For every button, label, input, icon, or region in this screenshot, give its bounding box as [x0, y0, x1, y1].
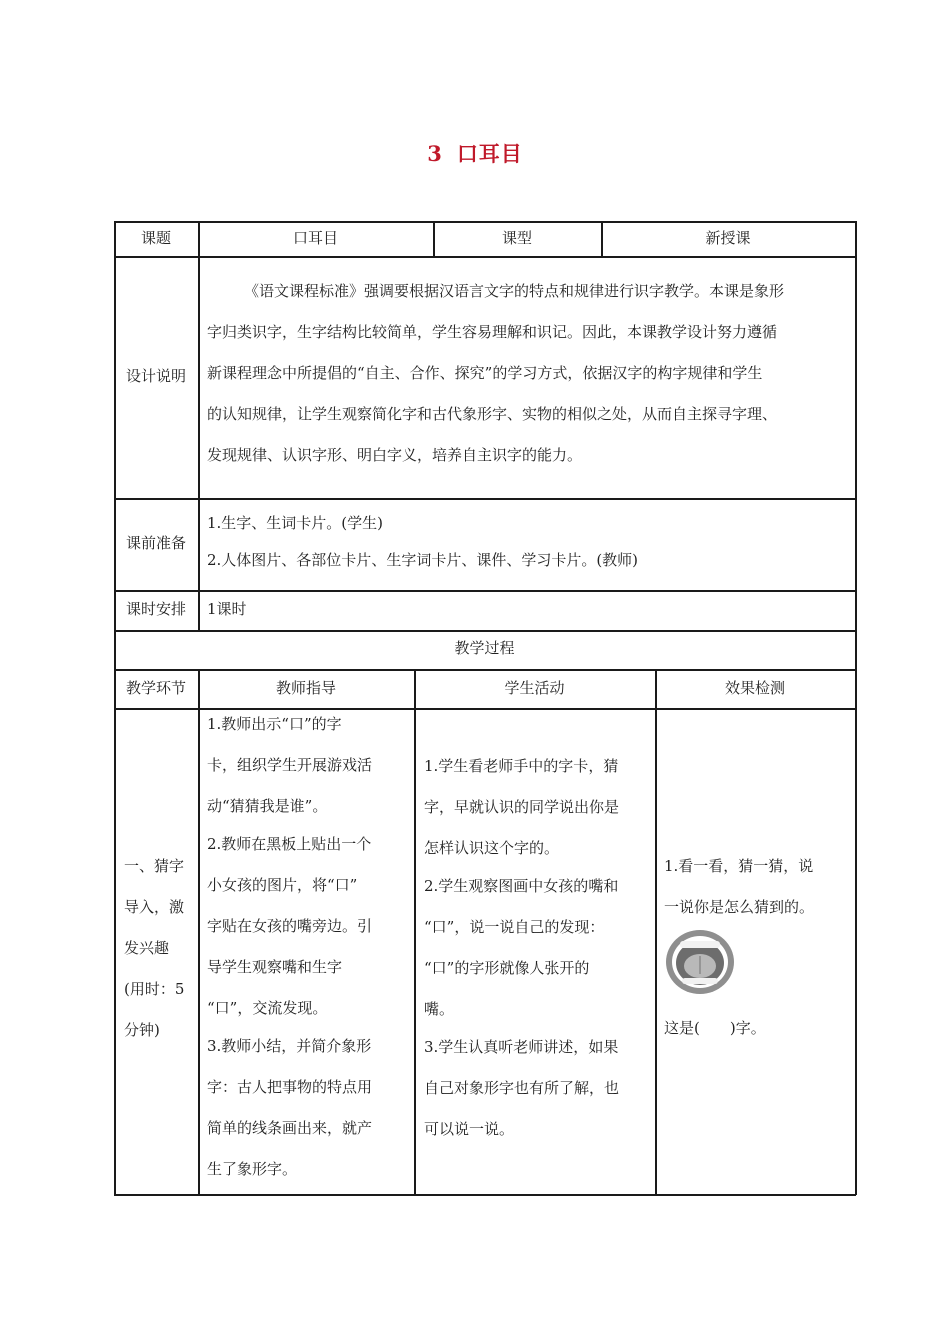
prep-line: 1.生字、生词卡片。(学生) [207, 514, 384, 532]
design-line: 发现规律、认识字形、明白字义，培养自主识字的能力。 [207, 446, 583, 464]
col-header-teacher: 教师指导 [275, 679, 336, 697]
design-line: 新课程理念中所提倡的“自主、合作、探究”的学习方式，依据汉字的构字规律和学生 [207, 364, 763, 382]
teacher-line: 生了象形字。 [207, 1160, 298, 1178]
student-line: “口”的字形就像人张开的 [424, 959, 590, 977]
design-label: 设计说明 [125, 367, 186, 385]
student-line: “口”，说一说自己的发现： [424, 918, 605, 936]
teacher-line: 3.教师小结，并简介象形 [207, 1037, 372, 1055]
stage-line: 导入，激 [124, 898, 185, 916]
prep-label: 课前准备 [125, 534, 186, 552]
teacher-line: 2.教师在黑板上贴出一个 [207, 835, 372, 853]
schedule-value: 1课时 [207, 600, 247, 618]
student-line: 1.学生看老师手中的字卡，猜 [424, 757, 619, 775]
student-line: 3.学生认真听老师讲述，如果 [424, 1038, 619, 1056]
teacher-line: 小女孩的图片，将“口” [207, 876, 358, 894]
student-line: 2.学生观察图画中女孩的嘴和 [424, 877, 619, 895]
student-line: 字，早就认识的同学说出你是 [424, 798, 620, 816]
topic-label: 课题 [140, 229, 171, 247]
schedule-label: 课时安排 [125, 600, 186, 618]
stage-line: 一、猜字 [124, 857, 185, 875]
check-line: 1.看一看，猜一猜，说 [664, 857, 814, 875]
title-text: 口耳目 [456, 141, 523, 166]
design-line: 《语文课程标准》强调要根据汉语言文字的特点和规律进行识字教学。本课是象形 [244, 282, 785, 300]
stage-line: 发兴趣 [124, 939, 170, 957]
teacher-line: “口”，交流发现。 [207, 999, 328, 1017]
col-header-student: 学生活动 [504, 679, 565, 697]
teacher-line: 卡，组织学生开展游戏活 [207, 756, 373, 774]
teacher-line: 1.教师出示“口”的字 [207, 715, 342, 733]
page-title [0, 138, 950, 168]
student-line: 嘴。 [424, 1000, 455, 1018]
title-number: 3 [427, 141, 443, 166]
design-line: 的认知规律，让学生观察简化字和古代象形字、实物的相似之处，从而自主探寻字理、 [207, 405, 778, 423]
check-line: 一说你是怎么猜到的。 [664, 898, 815, 916]
process-title: 教学过程 [454, 639, 515, 657]
student-line: 自己对象形字也有所了解，也 [424, 1079, 620, 1097]
col-header-check: 效果检测 [724, 679, 785, 697]
stage-line: 分钟) [124, 1021, 160, 1039]
col-header-stage: 教学环节 [125, 679, 186, 697]
type-value: 新授课 [705, 229, 751, 247]
design-line: 字归类识字，生字结构比较简单，学生容易理解和识记。因此，本课教学设计努力遵循 [207, 323, 778, 341]
teacher-line: 字：古人把事物的特点用 [207, 1078, 373, 1096]
student-line: 可以说一说。 [424, 1120, 515, 1138]
check-answer: 这是( )字。 [664, 1019, 766, 1037]
teacher-line: 字贴在女孩的嘴旁边。引 [207, 917, 373, 935]
type-label: 课型 [501, 229, 532, 247]
prep-line: 2.人体图片、各部位卡片、生字词卡片、课件、学习卡片。(教师) [207, 551, 639, 569]
teacher-line: 动“猜猜我是谁”。 [207, 797, 328, 815]
teacher-line: 简单的线条画出来，就产 [207, 1119, 373, 1137]
student-line: 怎样认识这个字的。 [424, 839, 560, 857]
topic-value: 口耳目 [292, 229, 338, 247]
mouth-image [664, 928, 736, 996]
teacher-line: 导学生观察嘴和生字 [207, 958, 343, 976]
stage-line: (用时：5 [124, 980, 185, 998]
